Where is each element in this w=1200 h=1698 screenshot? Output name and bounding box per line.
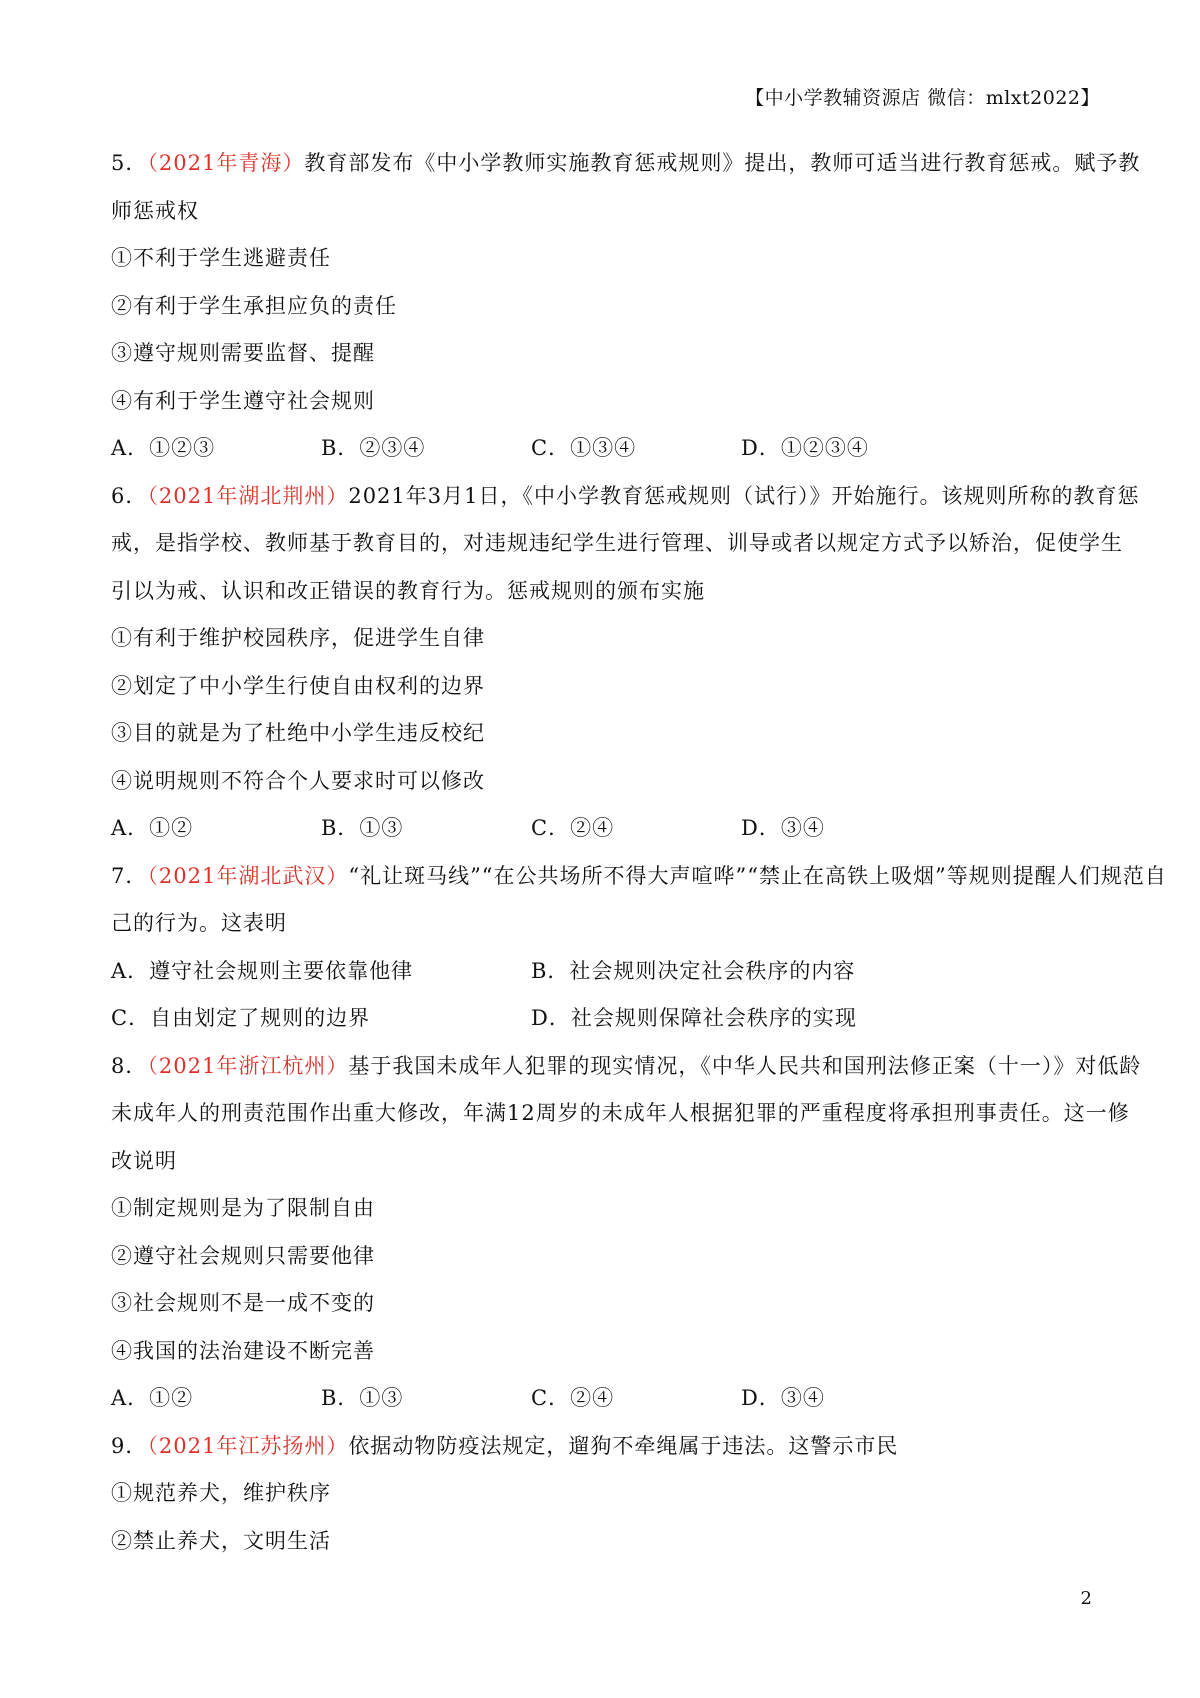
question-number: 7．	[111, 863, 148, 888]
option-b: B．②③④	[321, 436, 426, 460]
option-c: C．②④	[531, 1386, 615, 1410]
question-stem	[111, 473, 1140, 521]
stem-text: 教育部发布《中小学教师实施教育惩戒规则》提出，教师可适当进行教育惩戒。赋予教	[304, 151, 1141, 175]
statement-item: ③社会规则不是一成不变的	[111, 1291, 375, 1315]
stem-continuation: 引以为戒、认识和改正错误的教育行为。惩戒规则的颁布实施	[111, 578, 705, 603]
option-b: B．①③	[321, 1386, 404, 1410]
stem-continuation: 己的行为。这表明	[111, 911, 287, 935]
question-source: （2021年湖北武汉）	[147, 863, 349, 888]
statement-item: ①制定规则是为了限制自由	[111, 1196, 375, 1220]
question-8	[111, 1043, 1142, 1423]
option-d: D．③④	[741, 816, 825, 840]
statement-item: ④说明规则不符合个人要求时可以修改	[111, 768, 485, 793]
question-stem	[111, 140, 1141, 188]
question-source: （2021年湖北荆州）	[147, 483, 349, 508]
question-number: 5．	[111, 151, 148, 175]
stem-continuation: 改说明	[111, 1148, 177, 1173]
page-header: 【中小学教辅资源店 微信：mlxt2022】	[745, 87, 1100, 109]
page-number: 2	[1080, 1588, 1092, 1609]
stem-continuation: 戒，是指学校、教师基于教育目的，对违规违纪学生进行管理、训导或者以规定方式予以矫治，促使学生	[111, 531, 1123, 555]
question-number: 6．	[111, 483, 148, 508]
question-number: 8．	[111, 1053, 148, 1078]
answer-options-row	[111, 995, 1101, 1043]
option-c: C．自由划定了规则的边界	[111, 1006, 371, 1030]
option-a: A．①②③	[111, 436, 216, 460]
question-stem	[111, 853, 1167, 901]
question-source: （2021年青海）	[147, 151, 305, 175]
statement-item: ③遵守规则需要监督、提醒	[111, 341, 375, 365]
document-body	[111, 140, 1167, 1565]
answer-options	[111, 805, 1101, 853]
stem-text: 依据动物防疫法规定，遛狗不牵绳属于违法。这警示市民	[348, 1433, 899, 1458]
answer-options-row	[111, 948, 1101, 996]
question-7	[111, 853, 1167, 1043]
option-b: B．①③	[321, 816, 404, 840]
question-9	[111, 1423, 1101, 1566]
statement-item: ②划定了中小学生行使自由权利的边界	[111, 673, 485, 698]
stem-continuation: 未成年人的刑责范围作出重大修改，年满12周岁的未成年人根据犯罪的严重程度将承担刑事责任。这一修	[111, 1101, 1130, 1125]
option-d: D．①②③④	[741, 436, 869, 460]
option-b: B．社会规则决定社会秩序的内容	[531, 958, 856, 983]
statement-item: ①规范养犬，维护秩序	[111, 1481, 331, 1505]
option-c: C．①③④	[531, 436, 637, 460]
answer-options	[111, 1375, 1101, 1423]
statement-item: ④有利于学生遵守社会规则	[111, 388, 375, 413]
question-6	[111, 473, 1140, 853]
question-source: （2021年浙江杭州）	[147, 1053, 349, 1078]
stem-text: 2021年3月1日，《中小学教育惩戒规则（试行）》开始施行。该规则所称的教育惩	[348, 483, 1140, 508]
option-a: A．①②	[111, 1386, 194, 1410]
stem-text: 基于我国未成年人犯罪的现实情况，《中华人民共和国刑法修正案（十一）》对低龄	[348, 1053, 1142, 1078]
stem-continuation: 师惩戒权	[111, 198, 199, 223]
option-a: A．遵守社会规则主要依靠他律	[111, 958, 414, 983]
statement-item: ②遵守社会规则只需要他律	[111, 1243, 375, 1268]
statement-item: ①有利于维护校园秩序，促进学生自律	[111, 626, 485, 650]
option-d: D．社会规则保障社会秩序的实现	[531, 1006, 857, 1030]
question-number: 9．	[111, 1433, 148, 1458]
statement-item: ①不利于学生逃避责任	[111, 246, 331, 270]
statement-item: ②有利于学生承担应负的责任	[111, 293, 397, 318]
question-source: （2021年江苏扬州）	[147, 1433, 349, 1458]
option-a: A．①②	[111, 816, 194, 840]
statement-item: ②禁止养犬，文明生活	[111, 1528, 331, 1553]
stem-text: “礼让斑马线”“在公共场所不得大声喧哗”“禁止在高铁上吸烟”等规则提醒人们规范自	[348, 863, 1167, 888]
answer-options	[111, 425, 1101, 473]
option-c: C．②④	[531, 816, 615, 840]
statement-item: ③目的就是为了杜绝中小学生违反校纪	[111, 721, 485, 745]
question-stem	[111, 1043, 1142, 1091]
statement-item: ④我国的法治建设不断完善	[111, 1338, 375, 1363]
option-d: D．③④	[741, 1386, 825, 1410]
question-5	[111, 140, 1141, 473]
question-stem	[111, 1423, 1101, 1471]
